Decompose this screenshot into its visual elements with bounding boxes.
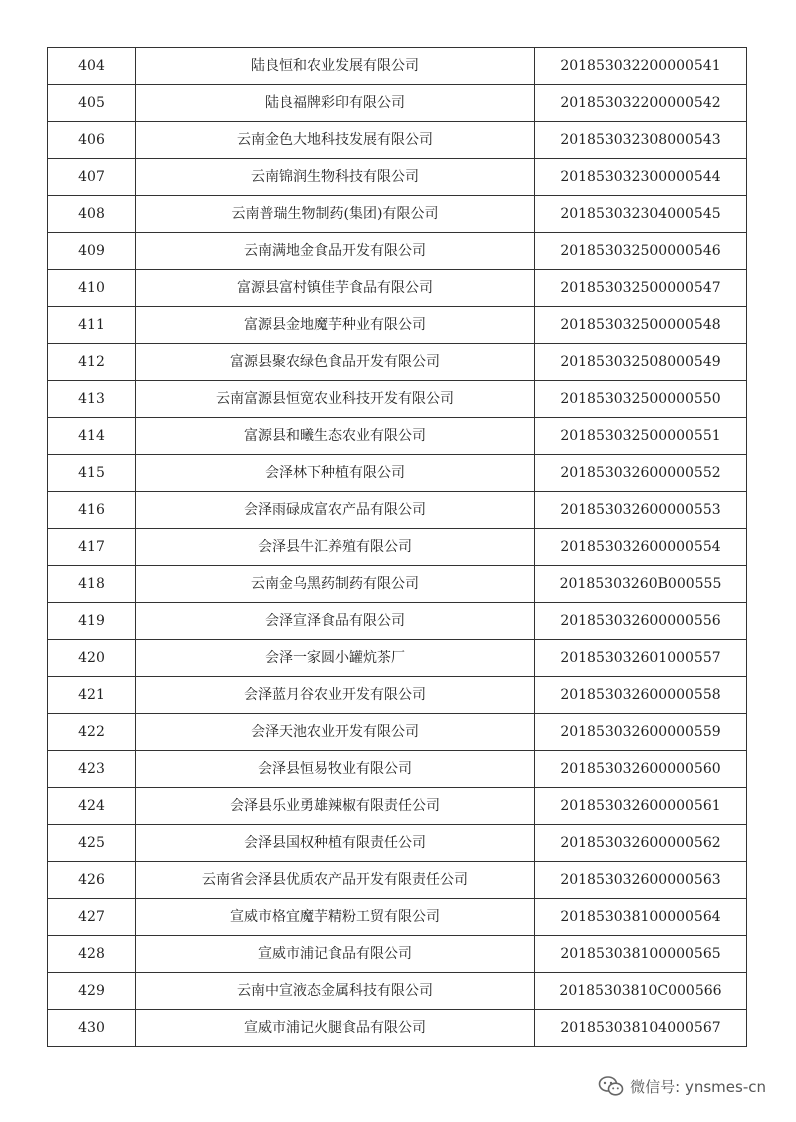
table-row: [48, 381, 747, 418]
table-row: [48, 566, 747, 603]
registration-code: 201853032308000543: [535, 122, 747, 159]
row-number: 413: [48, 381, 136, 418]
row-number: 407: [48, 159, 136, 196]
table-row: [48, 455, 747, 492]
registration-code: 201853032600000552: [535, 455, 747, 492]
company-name: 富源县富村镇佳芋食品有限公司: [136, 270, 535, 307]
company-name: 会泽天池农业开发有限公司: [136, 714, 535, 751]
table-row: [48, 344, 747, 381]
table-row: [48, 899, 747, 936]
company-name: 富源县金地魔芋种业有限公司: [136, 307, 535, 344]
registration-code: 201853032500000546: [535, 233, 747, 270]
table-row: [48, 85, 747, 122]
company-name: 云南满地金食品开发有限公司: [136, 233, 535, 270]
company-name: 会泽县恒易牧业有限公司: [136, 751, 535, 788]
table-row: [48, 862, 747, 899]
table-row: [48, 159, 747, 196]
table-row: [48, 640, 747, 677]
company-name: 云南锦润生物科技有限公司: [136, 159, 535, 196]
row-number: 422: [48, 714, 136, 751]
registration-code: 20185303260B000555: [535, 566, 747, 603]
table-row: [48, 307, 747, 344]
company-name: 会泽一家圆小罐炕茶厂: [136, 640, 535, 677]
company-name: 云南金乌黑药制药有限公司: [136, 566, 535, 603]
table-row: [48, 936, 747, 973]
row-number: 412: [48, 344, 136, 381]
registration-code: 201853032508000549: [535, 344, 747, 381]
table-row: [48, 973, 747, 1010]
wechat-id-text: 微信号: ynsmes-cn: [630, 1077, 766, 1096]
table-row: [48, 492, 747, 529]
registration-code: 201853032601000557: [535, 640, 747, 677]
registration-code: 201853032300000544: [535, 159, 747, 196]
row-number: 425: [48, 825, 136, 862]
table-row: [48, 603, 747, 640]
registration-code: 201853032304000545: [535, 196, 747, 233]
row-number: 420: [48, 640, 136, 677]
row-number: 404: [48, 48, 136, 85]
wechat-icon: [598, 1075, 624, 1097]
table-row: [48, 122, 747, 159]
company-name: 会泽县牛汇养殖有限公司: [136, 529, 535, 566]
row-number: 419: [48, 603, 136, 640]
registration-code: 201853032600000556: [535, 603, 747, 640]
company-name: 会泽雨碌成富农产品有限公司: [136, 492, 535, 529]
company-name: 宣威市浦记食品有限公司: [136, 936, 535, 973]
table-row: [48, 677, 747, 714]
table-row: [48, 751, 747, 788]
row-number: 428: [48, 936, 136, 973]
table-row: [48, 270, 747, 307]
row-number: 415: [48, 455, 136, 492]
table-row: [48, 1010, 747, 1047]
company-name: 云南富源县恒宽农业科技开发有限公司: [136, 381, 535, 418]
row-number: 421: [48, 677, 136, 714]
table-row: [48, 196, 747, 233]
row-number: 418: [48, 566, 136, 603]
registration-code: 201853038100000565: [535, 936, 747, 973]
row-number: 411: [48, 307, 136, 344]
table-row: [48, 825, 747, 862]
company-name: 云南中宣液态金属科技有限公司: [136, 973, 535, 1010]
registration-code: 201853032600000558: [535, 677, 747, 714]
company-name: 会泽宣泽食品有限公司: [136, 603, 535, 640]
row-number: 416: [48, 492, 136, 529]
table-row: [48, 529, 747, 566]
row-number: 426: [48, 862, 136, 899]
company-name: 富源县聚农绿色食品开发有限公司: [136, 344, 535, 381]
row-number: 406: [48, 122, 136, 159]
registration-code: 201853032600000562: [535, 825, 747, 862]
row-number: 405: [48, 85, 136, 122]
table-row: [48, 714, 747, 751]
table-row: [48, 418, 747, 455]
company-name: 会泽蓝月谷农业开发有限公司: [136, 677, 535, 714]
company-name: 会泽林下种植有限公司: [136, 455, 535, 492]
company-name: 会泽县国权种植有限责任公司: [136, 825, 535, 862]
table-body: [48, 48, 747, 1047]
registration-code: 201853038100000564: [535, 899, 747, 936]
registration-code: 20185303810C000566: [535, 973, 747, 1010]
company-name: 会泽县乐业勇雄辣椒有限责任公司: [136, 788, 535, 825]
registration-code: 201853032200000541: [535, 48, 747, 85]
row-number: 424: [48, 788, 136, 825]
company-name: 宣威市浦记火腿食品有限公司: [136, 1010, 535, 1047]
company-name: 云南普瑞生物制药(集团)有限公司: [136, 196, 535, 233]
company-name: 陆良恒和农业发展有限公司: [136, 48, 535, 85]
row-number: 408: [48, 196, 136, 233]
registration-code: 201853032600000559: [535, 714, 747, 751]
row-number: 429: [48, 973, 136, 1010]
company-name: 宣威市格宜魔芋精粉工贸有限公司: [136, 899, 535, 936]
company-name: 富源县和曦生态农业有限公司: [136, 418, 535, 455]
company-name: 陆良福牌彩印有限公司: [136, 85, 535, 122]
registration-code: 201853032500000548: [535, 307, 747, 344]
row-number: 423: [48, 751, 136, 788]
registration-code: 201853032500000547: [535, 270, 747, 307]
row-number: 417: [48, 529, 136, 566]
registration-code: 201853032600000561: [535, 788, 747, 825]
wechat-watermark: [598, 1074, 766, 1098]
registration-code: 201853032600000560: [535, 751, 747, 788]
registration-code: 201853038104000567: [535, 1010, 747, 1047]
company-name: 云南金色大地科技发展有限公司: [136, 122, 535, 159]
table-row: [48, 233, 747, 270]
table-row: [48, 48, 747, 85]
row-number: 414: [48, 418, 136, 455]
registration-code: 201853032600000553: [535, 492, 747, 529]
registration-code: 201853032600000554: [535, 529, 747, 566]
registration-code: 201853032500000551: [535, 418, 747, 455]
registration-code: 201853032600000563: [535, 862, 747, 899]
table-row: [48, 788, 747, 825]
row-number: 427: [48, 899, 136, 936]
registration-code: 201853032500000550: [535, 381, 747, 418]
row-number: 410: [48, 270, 136, 307]
enterprise-registry-table: [47, 47, 747, 1047]
row-number: 430: [48, 1010, 136, 1047]
company-name: 云南省会泽县优质农产品开发有限责任公司: [136, 862, 535, 899]
row-number: 409: [48, 233, 136, 270]
registration-code: 201853032200000542: [535, 85, 747, 122]
